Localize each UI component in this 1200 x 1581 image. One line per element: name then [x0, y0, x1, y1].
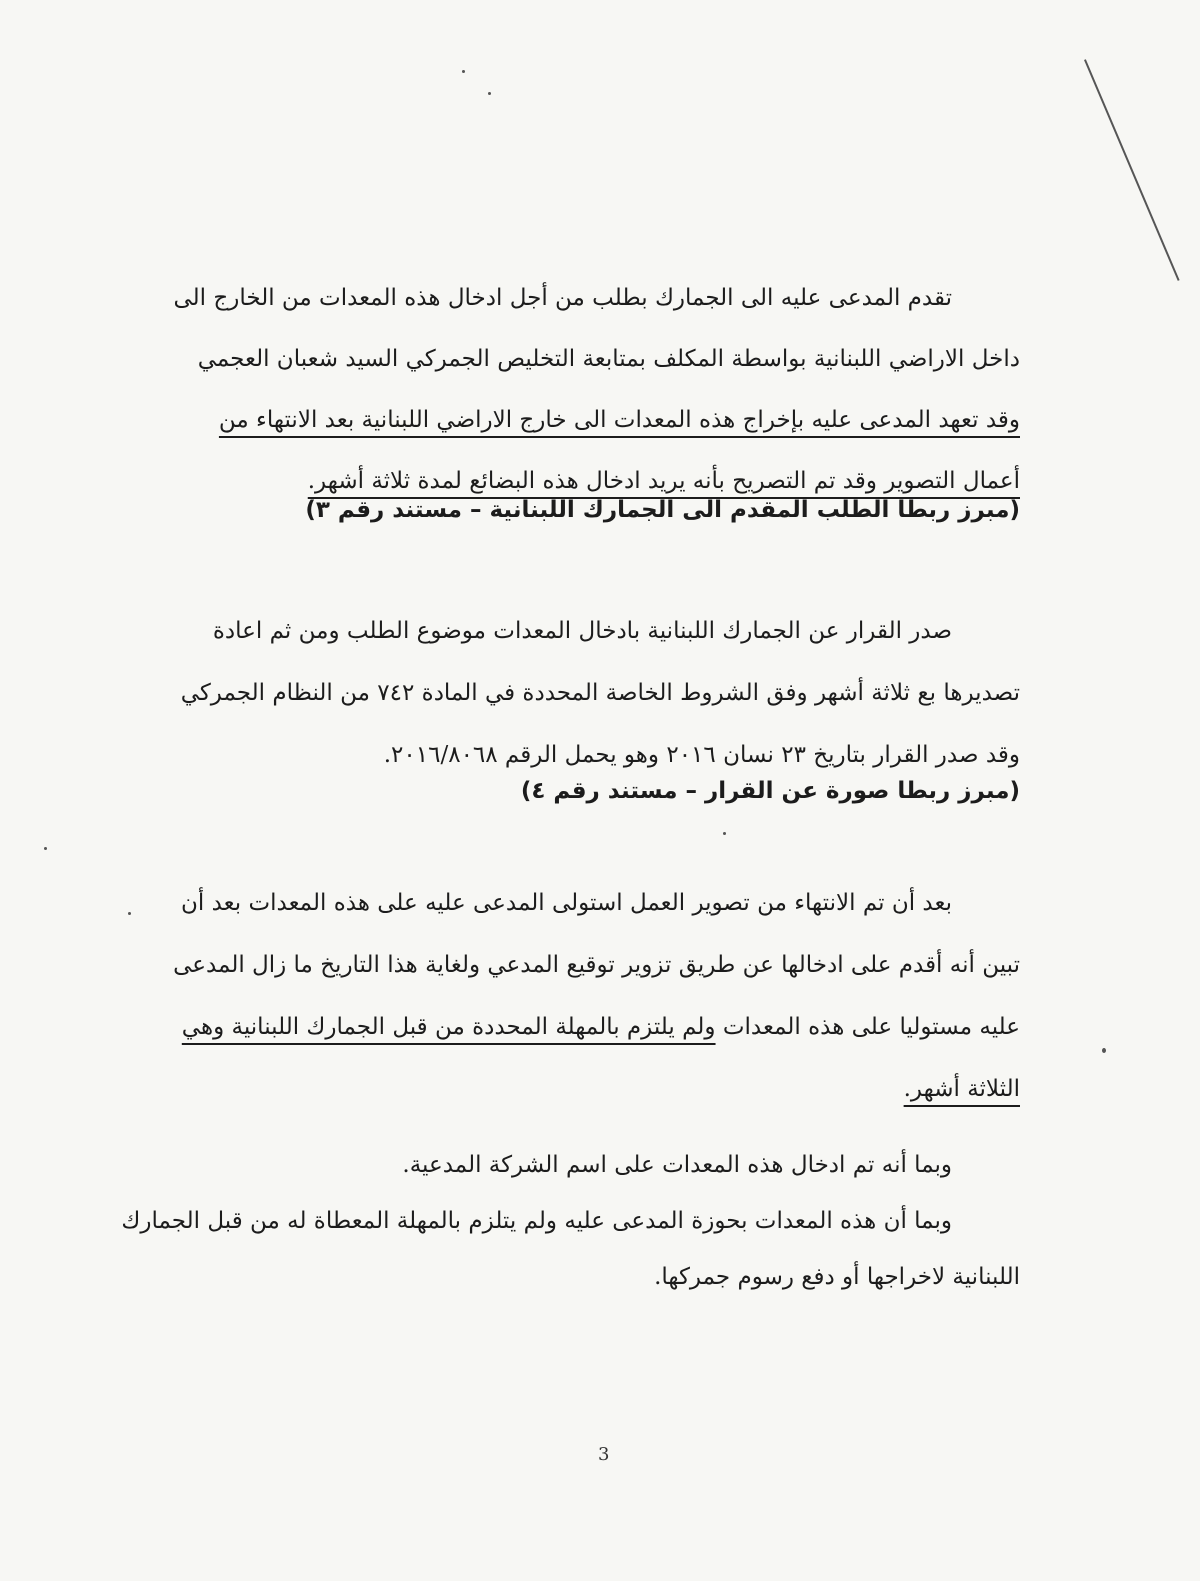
- underlined-text-segment: ولم يلتزم بالمهلة المحددة من قبل الجمارك اللبنانية وهي: [181, 1014, 716, 1040]
- paragraph-customs-decision: [170, 600, 1020, 786]
- text-line: تصديرها بع ثلاثة أشهر وفق الشروط الخاصة المحددة في المادة ٧٤٢ من النظام الجمركي: [180, 680, 1020, 706]
- paragraph-whereas-clauses: [121, 1137, 1020, 1305]
- text-line: وقد صدر القرار بتاريخ ٢٣ نسان ٢٠١٦ وهو يحمل الرقم ٢٠١٦/٨٠٦٨.: [383, 742, 1020, 768]
- text-line: وبما أن هذه المعدات بحوزة المدعى عليه ولم يتلزم بالمهلة المعطاة له من قبل الجمارك: [121, 1208, 952, 1234]
- text-line: [170, 996, 1020, 1058]
- text-line: وبما أنه تم ادخال هذه المعدات على اسم الشركة المدعية.: [402, 1152, 952, 1178]
- text-line: صدر القرار عن الجمارك اللبنانية بادخال المعدات موضوع الطلب ومن ثم اعادة: [212, 618, 952, 644]
- exhibit-note-3: (مبرز ربطا الطلب المقدم الى الجمارك اللبنانية – مستند رقم ٣): [305, 497, 1020, 523]
- text-line: [170, 1058, 1020, 1120]
- scan-speck: [128, 912, 131, 915]
- text-segment: عليه مستوليا على هذه المعدات: [715, 1014, 1020, 1040]
- paragraph-equipment-seizure: [170, 872, 1020, 1120]
- scan-speck: [462, 70, 465, 73]
- paragraph-customs-request: [170, 268, 1020, 512]
- page-number: 3: [598, 1444, 610, 1465]
- underlined-text-segment: الثلاثة أشهر.: [903, 1076, 1020, 1102]
- scan-speck: [44, 847, 47, 850]
- text-line: داخل الاراضي اللبنانية بواسطة المكلف بمتابعة التخليص الجمركي السيد شعبان العجمي: [197, 346, 1020, 372]
- underlined-text-line: أعمال التصوير وقد تم التصريح بأنه يريد ادخال هذه البضائع لمدة ثلاثة أشهر.: [307, 468, 1020, 494]
- scan-speck: [723, 832, 726, 835]
- text-line: تبين أنه أقدم على ادخالها عن طريق تزوير توقيع المدعي ولغاية هذا التاريخ ما زال المدعى: [173, 952, 1020, 978]
- scan-edge-line: [1084, 59, 1180, 281]
- text-line: تقدم المدعى عليه الى الجمارك بطلب من أجل ادخال هذه المعدات من الخارج الى: [173, 285, 952, 311]
- underlined-text-line: وقد تعهد المدعى عليه بإخراج هذه المعدات الى خارج الاراضي اللبنانية بعد الانتهاء من: [218, 407, 1020, 433]
- text-line: بعد أن تم الانتهاء من تصوير العمل استولى المدعى عليه على هذه المعدات بعد أن: [181, 890, 952, 916]
- text-line: اللبنانية لاخراجها أو دفع رسوم جمركها.: [654, 1264, 1020, 1290]
- scan-speck: [1102, 1048, 1106, 1053]
- exhibit-note-4: (مبرز ربطا صورة عن القرار – مستند رقم ٤): [520, 778, 1020, 804]
- scan-speck: [488, 92, 491, 95]
